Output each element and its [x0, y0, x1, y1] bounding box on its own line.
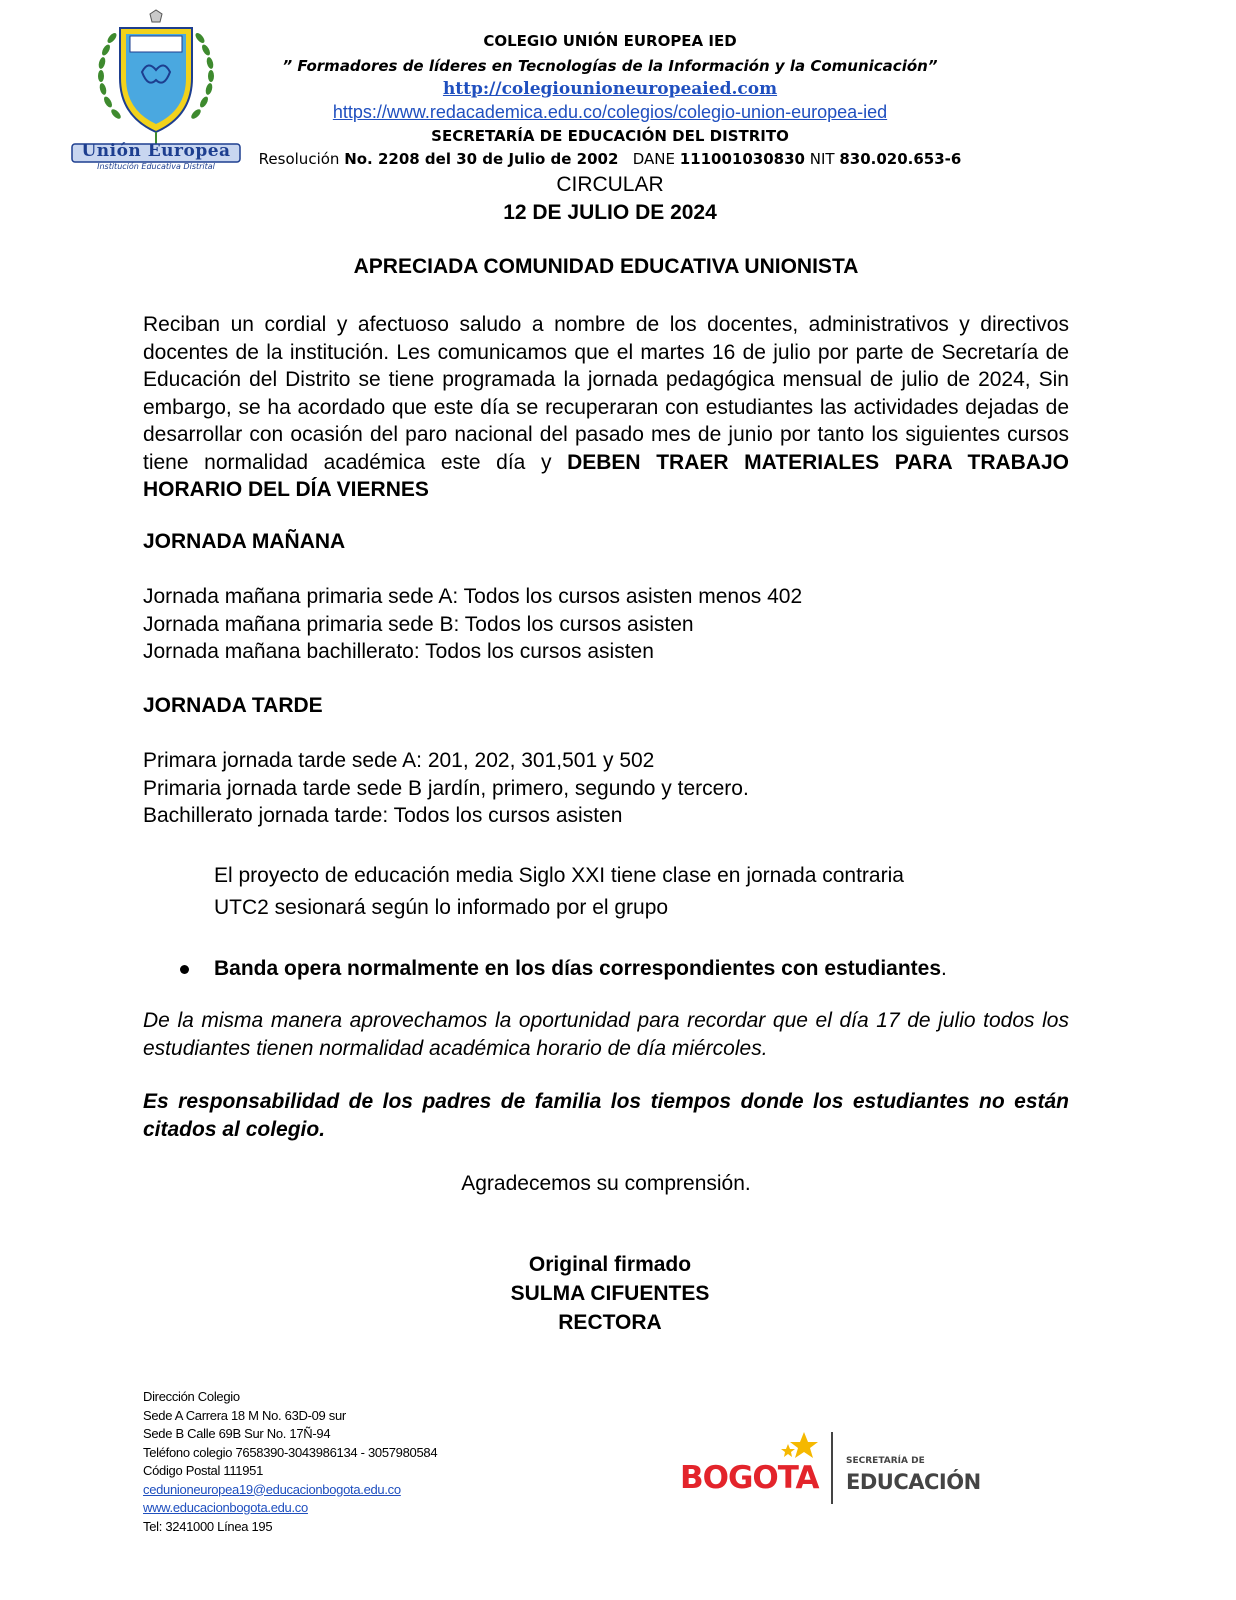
footer-line: Sede A Carrera 18 M No. 63D-09 sur [143, 1407, 346, 1423]
redacademica-link[interactable]: https://www.redacademica.edu.co/colegios/colegio-union-europea-ied [332, 102, 888, 122]
footer-tel: Tel: 3241000 Línea 195 [143, 1518, 273, 1534]
list-item: Jornada mañana bachillerato: Todos los cursos asisten [143, 640, 654, 663]
list-item: Primaria jornada tarde sede B jardín, primero, segundo y tercero. [143, 776, 749, 800]
dane-number: 111001030830 [679, 150, 805, 168]
list-item: Jornada mañana primaria sede A: Todos los cursos asisten menos 402 [143, 585, 803, 608]
footer-line: Código Postal 111951 [143, 1463, 264, 1478]
logo-subtext: Institución Educativa Distrital [97, 162, 215, 171]
star-icon [780, 1430, 820, 1464]
resolution-number: No. 2208 del 30 de Julio de 2002 [344, 150, 619, 168]
dane-label: DANE [632, 150, 680, 168]
nit-label: NIT [804, 150, 840, 168]
footer-email-link[interactable]: cedunioneuropea19@educacionbogota.edu.co [143, 1481, 401, 1497]
signatory-role: RECTORA [558, 1311, 662, 1334]
list-item: Jornada mañana primaria sede B: Todos los cursos asisten [143, 612, 694, 636]
footer-line: Teléfono colegio 7658390-3043986134 - 3057980584 [143, 1444, 438, 1460]
reminder-paragraph: De la misma manera aprovechamos la oportunidad para recordar que el día 17 de julio todos los estudiantes tienen normalidad académica horario de día miércoles. [143, 1009, 1069, 1060]
secretaria-small: SECRETARÍA DE [846, 1456, 925, 1466]
secretariat-name: SECRETARÍA DE EDUCACIÓN DEL DISTRITO [431, 127, 789, 145]
school-name: COLEGIO UNIÓN EUROPEA IED [483, 32, 737, 50]
resolution-line [240, 150, 980, 168]
intro-paragraph [143, 311, 1069, 504]
signatory-name: SULMA CIFUENTES [510, 1282, 710, 1305]
list-item: Primara jornada tarde sede A: 201, 202, 301,501 y 502 [143, 749, 655, 772]
footer-line: Sede B Calle 69B Sur No. 17Ñ-94 [143, 1426, 331, 1441]
document-type: CIRCULAR [556, 173, 664, 196]
signature-block [305, 1250, 915, 1337]
morning-list [143, 583, 1069, 666]
list-item: Bachillerato jornada tarde: Todos los cursos asisten [143, 804, 623, 827]
school-logo [70, 8, 242, 170]
footer-line: Dirección Colegio [143, 1389, 240, 1404]
logo-divider [831, 1432, 833, 1504]
afternoon-list [143, 747, 1069, 830]
bogota-wordmark: BOGOTA [680, 1460, 819, 1496]
bullet-item [214, 955, 1074, 983]
bullet-tail: . [941, 957, 947, 980]
indent-list [214, 860, 1074, 924]
intro-text: Reciban un cordial y afectuoso saludo a nombre de los docentes, administrativos y directivos docentes de la institución. Les comunicamos que el martes 16 de julio por parte de Secretaría de Educación del Distrito se tiene programada la jornada pedagógica mensual de julio de 2024, Sin embargo, se ha acordado que este día se recuperaran con estudiantes las actividades dejadas de desarrollar con ocasión del paro nacional del pasado mes de junio por tanto los siguientes cursos tiene normalidad académica este día y [143, 313, 1069, 474]
footer-web-link[interactable]: www.educacionbogota.edu.co [143, 1500, 308, 1515]
responsibility-paragraph: Es responsabilidad de los padres de familia los tiempos donde los estudiantes no están citados al colegio. [143, 1090, 1069, 1141]
footer-contact [143, 1388, 503, 1536]
bullet-icon [180, 965, 189, 974]
logo-text: Unión Europea [81, 141, 231, 161]
nit-number: 830.020.653-6 [839, 150, 962, 168]
list-item: El proyecto de educación media Siglo XXI tiene clase en jornada contraria [214, 864, 904, 887]
thanks-line: Agradecemos su comprensión. [461, 1172, 751, 1195]
intro-bold-text: DEBEN TRAER MATERIALES PARA TRABAJO HORARIO DEL DÍA VIERNES [143, 450, 1069, 501]
bogota-logo [680, 1430, 981, 1510]
signature-line: Original firmado [528, 1253, 692, 1276]
morning-heading: JORNADA MAÑANA [143, 530, 346, 553]
educacion-wordmark: EDUCACIÓN [846, 1470, 981, 1494]
salutation: APRECIADA COMUNIDAD EDUCATIVA UNIONISTA [353, 255, 859, 278]
school-motto: ” Formadores de líderes en Tecnologías de la Información y la Comunicación” [282, 57, 938, 75]
resolution-prefix: Resolución [258, 150, 345, 168]
school-website-link[interactable]: http://colegiounioneuropeaied.com [442, 79, 778, 99]
afternoon-heading: JORNADA TARDE [143, 694, 323, 717]
document-date: 12 DE JULIO DE 2024 [503, 201, 717, 224]
bullet-bold-text: Banda opera normalmente en los días correspondientes con estudiantes [214, 957, 942, 980]
list-item: UTC2 sesionará según lo informado por el grupo [214, 896, 669, 919]
